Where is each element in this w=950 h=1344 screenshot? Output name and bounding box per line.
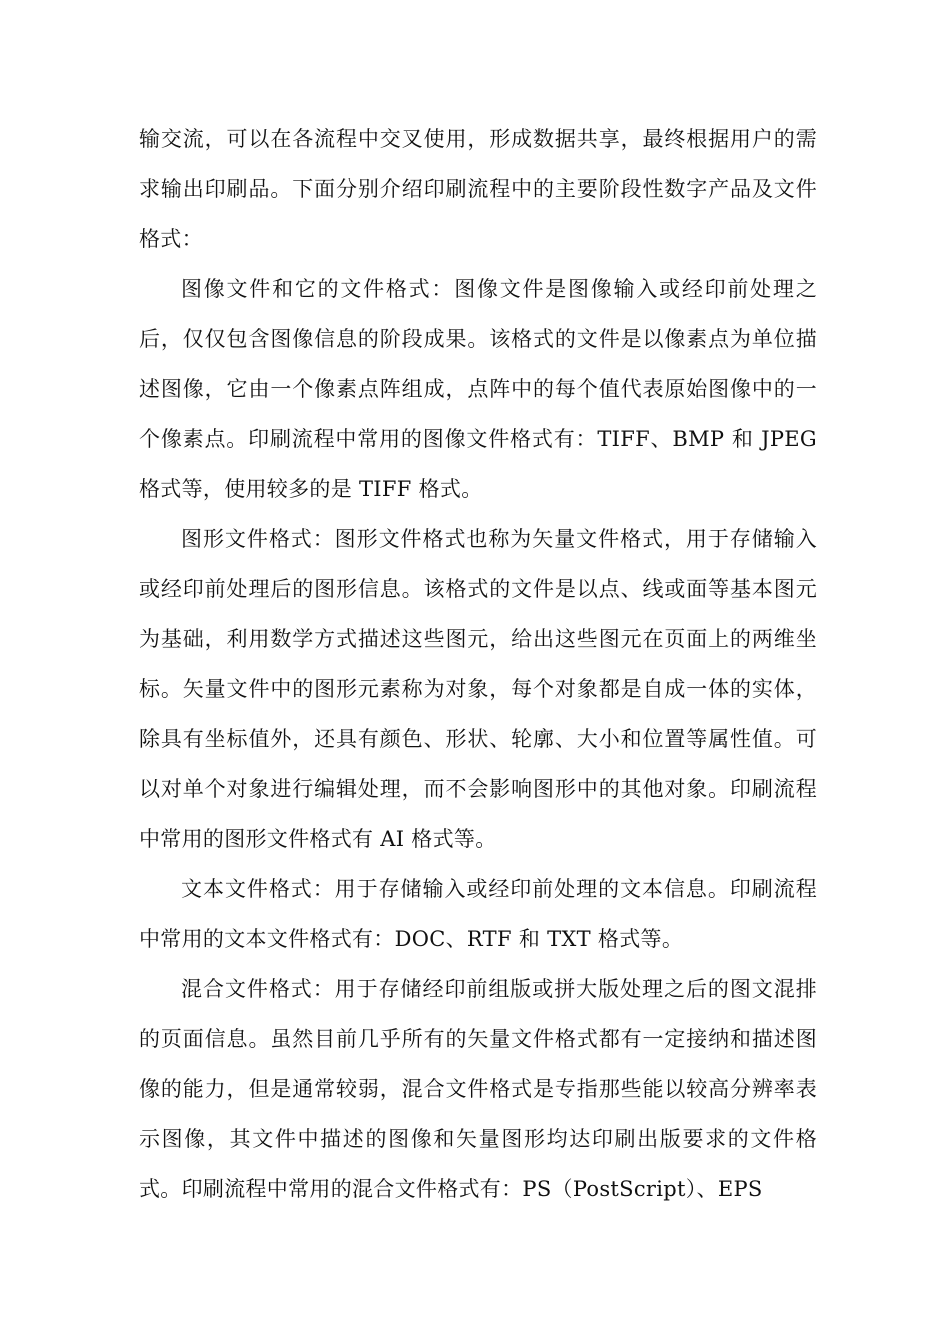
paragraph-mixed-file-format: 混合文件格式：用于存储经印前组版或拼大版处理之后的图文混排的页面信息。虽然目前几乎所有的矢量文件格式都有一定接纳和描述图像的能力，但是通常较弱，混合文件格式是专指那些能以较高分辨率表示图像，其文件中描述的图像和矢量图形均达印刷出版要求的文件格式。印刷流程中常用的混合文件格式有：PS（PostScript）、EPS bbox=[139, 977, 817, 1201]
paragraph-text-file-format: 文本文件格式：用于存储输入或经印前处理的文本信息。印刷流程中常用的文本文件格式有：DOC、RTF 和 TXT 格式等。 bbox=[139, 877, 817, 951]
paragraph-graphic-file-format: 图形文件格式：图形文件格式也称为矢量文件格式，用于存储输入或经印前处理后的图形信息。该格式的文件是以点、线或面等基本图元为基础，利用数学方式描述这些图元，给出这些图元在页面上的两维坐标。矢量文件中的图形元素称为对象，每个对象都是自成一体的实体，除具有坐标值外，还具有颜色、形状、轮廓、大小和位置等属性值。可以对单个对象进行编辑处理，而不会影响图形中的其他对象。印刷流程中常用的图形文件格式有 AI 格式等。 bbox=[139, 527, 817, 851]
document-body bbox=[139, 114, 817, 1214]
paragraph-intro-continuation: 输交流，可以在各流程中交叉使用，形成数据共享，最终根据用户的需求输出印刷品。下面分别介绍印刷流程中的主要阶段性数字产品及文件格式： bbox=[139, 127, 817, 251]
paragraph-image-file-format: 图像文件和它的文件格式：图像文件是图像输入或经印前处理之后，仅仅包含图像信息的阶段成果。该格式的文件是以像素点为单位描述图像，它由一个像素点阵组成，点阵中的每个值代表原始图像中的一个像素点。印刷流程中常用的图像文件格式有：TIFF、BMP 和 JPEG 格式等，使用较多的是 TIFF 格式。 bbox=[139, 277, 817, 501]
